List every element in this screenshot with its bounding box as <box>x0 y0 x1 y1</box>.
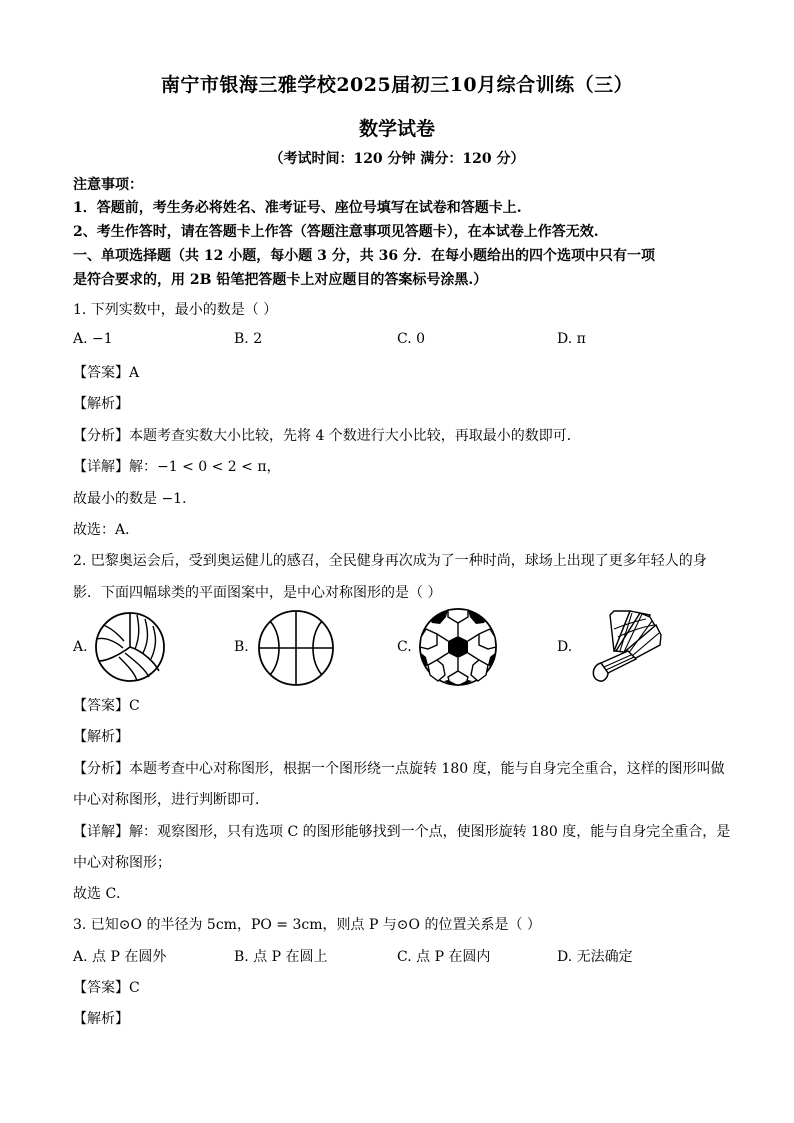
q3-analysis-label: 【解析】 <box>73 1011 129 1027</box>
q1-answer: 【答案】A <box>73 365 140 381</box>
q2-option-b-label: B. <box>234 639 249 655</box>
q1-xiangjie: 【详解】解：−1 < 0 < 2 < π， <box>73 459 281 475</box>
q2-option-a-label: A. <box>73 639 88 655</box>
q2-xiangjie-line-1: 【详解】解：观察图形，只有选项 C 的图形能够找到一个点，使图形旋转 180 度，能与自身完全重合，是 <box>73 824 731 840</box>
q2-stem-line-2: 影．下面四幅球类的平面图案中，是中心对称图形的是（ ） <box>73 585 442 601</box>
q1-choice: 故选：A． <box>73 522 140 538</box>
paper-subject: 数学试卷 <box>358 118 435 140</box>
q2-xiangjie-line-2: 中心对称图形； <box>73 855 171 871</box>
q2-answer: 【答案】C <box>73 698 140 714</box>
section-heading-line-2: 是符合要求的，用 2B 铅笔把答题卡上对应题目的答案标号涂黑.） <box>73 272 488 288</box>
q2-fenxi-line-2: 中心对称图形，进行判断即可． <box>73 792 269 808</box>
q2-option-d-label: D. <box>557 639 573 655</box>
q3-stem: 3. 已知⊙O 的半径为 5cm，PO = 3cm，则点 P 与⊙O 的位置关系是（ ） <box>73 917 541 933</box>
q2-option-c-label: C. <box>397 639 412 655</box>
q1-option-a: A. −1 <box>73 331 113 347</box>
notice-item-2: 2、考生作答时，请在答题卡上作答（答题注意事项见答题卡），在本试卷上作答无效. <box>73 224 599 240</box>
exam-info: （考试时间：120 分钟 满分：120 分） <box>269 151 525 167</box>
q2-analysis-label: 【解析】 <box>73 729 129 745</box>
soccer-ball-icon <box>418 607 498 687</box>
q3-option-b: B. 点 P 在圆上 <box>234 949 328 965</box>
q1-analysis-label: 【解析】 <box>73 396 129 412</box>
q3-answer: 【答案】C <box>73 980 140 996</box>
q1-fenxi: 【分析】本题考查实数大小比较，先将 4 个数进行大小比较，再取最小的数即可． <box>73 428 581 444</box>
page-title: 南宁市银海三雅学校2025届初三10月综合训练（三） <box>160 74 634 96</box>
q3-option-a: A. 点 P 在圆外 <box>73 949 167 965</box>
volleyball-icon <box>93 611 167 683</box>
q3-option-c: C. 点 P 在圆内 <box>397 949 491 965</box>
q1-stem: 1. 下列实数中，最小的数是（ ） <box>73 302 278 318</box>
q3-option-d: D. 无法确定 <box>557 949 633 965</box>
q1-option-d: D. π <box>557 331 586 347</box>
q1-option-b: B. 2 <box>234 331 263 347</box>
basketball-icon <box>256 609 336 687</box>
q1-conclusion: 故最小的数是 −1． <box>73 491 197 507</box>
notice-item-1: 1．答题前，考生务必将姓名、准考证号、座位号填写在试卷和答题卡上. <box>73 200 522 216</box>
q2-fenxi-line-1: 【分析】本题考查中心对称图形，根据一个图形绕一点旋转 180 度，能与自身完全重合，这样的图形叫做 <box>73 761 725 777</box>
notice-heading: 注意事项： <box>73 177 143 193</box>
q1-option-c: C. 0 <box>397 331 426 347</box>
section-heading-line-1: 一、单项选择题（共 12 小题，每小题 3 分，共 36 分．在每小题给出的四个选项中只有一项 <box>73 248 655 264</box>
shuttlecock-icon <box>584 607 664 687</box>
q2-choice: 故选 C． <box>73 886 131 902</box>
q2-stem-line-1: 2. 巴黎奥运会后，受到奥运健儿的感召，全民健身再次成为了一种时尚，球场上出现了更多年轻人的身 <box>73 553 707 569</box>
